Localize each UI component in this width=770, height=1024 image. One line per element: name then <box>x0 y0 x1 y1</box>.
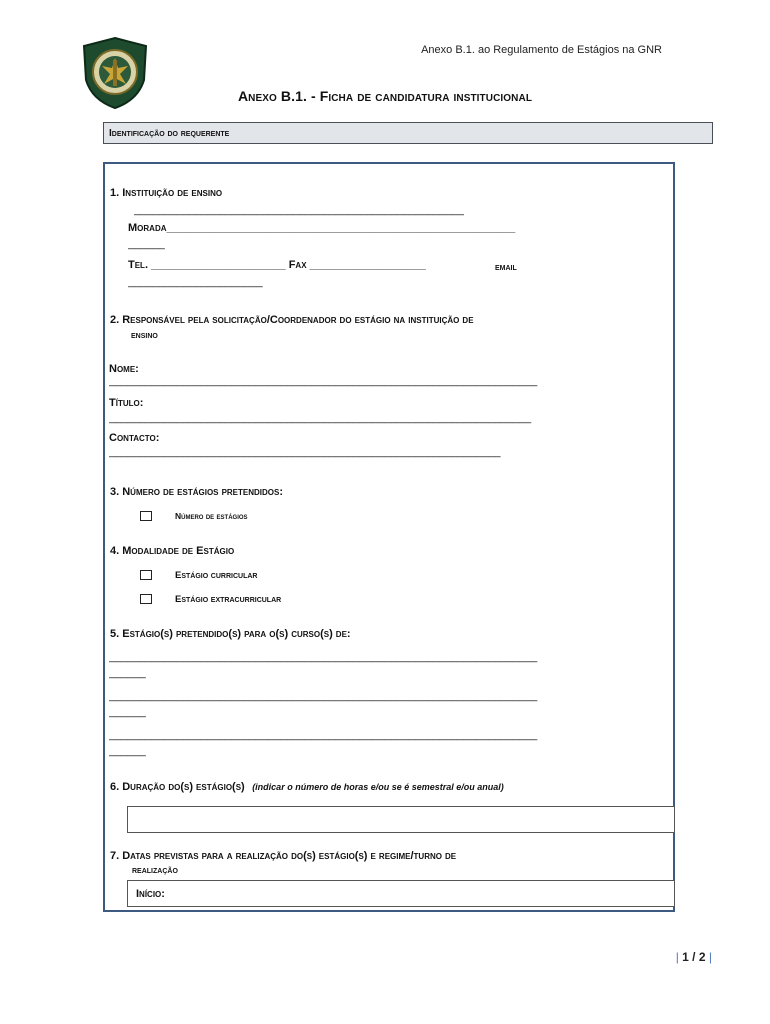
s5-line-3[interactable]: ______________________________________________________________________ <box>109 729 538 741</box>
s6-heading: 6. Duração do(s) estágio(s) <box>110 781 245 793</box>
s1-institution-line[interactable]: ______________________________________________________ <box>134 204 465 216</box>
s4-opt2-label: Estágio extracurricular <box>175 594 282 605</box>
s2-contacto-line[interactable]: ________________________________________________________________ <box>109 446 501 458</box>
s1-heading: 1. Instituição de ensino <box>110 187 223 199</box>
s2-titulo-line[interactable]: _____________________________________________________________________ <box>109 412 532 424</box>
s4-opt1-label: Estágio curricular <box>175 570 258 581</box>
s7-heading: 7. Datas previstas para a realização do(s) estágio(s) e regime/turno de <box>110 850 457 862</box>
checkbox-estagio-curricular[interactable] <box>140 570 152 580</box>
page-divider-left: | <box>675 950 679 964</box>
checkbox-estagio-extracurricular[interactable] <box>140 594 152 604</box>
page-divider-right: | <box>708 950 712 964</box>
form-box <box>103 162 675 912</box>
s6-heading-row <box>110 777 504 795</box>
s1-tel-fax-line[interactable]: Tel. ______________________ Fax ___________________ <box>128 259 426 271</box>
s5-line-2[interactable]: ______________________________________________________________________ <box>109 690 538 702</box>
section-header-label: Identificação do requerente <box>109 128 230 139</box>
s5-heading: 5. Estágio(s) pretendido(s) para o(s) curso(s) de: <box>110 628 351 640</box>
s7-heading-cont: realização <box>132 865 178 876</box>
s2-titulo-label: Título: <box>109 397 144 409</box>
s7-inicio-field[interactable] <box>127 880 675 907</box>
s2-heading-cont: ensino <box>131 330 158 341</box>
s1-email-label: email <box>495 262 517 273</box>
document-title: Anexo B.1. - Ficha de candidatura institucional <box>237 88 533 104</box>
s5-line-1[interactable]: ______________________________________________________________________ <box>109 651 538 663</box>
checkbox-numero-estagios[interactable] <box>140 511 152 521</box>
s1-morada-cont[interactable]: ______ <box>128 238 165 250</box>
s2-contacto-label: Contacto: <box>109 432 160 444</box>
s1-email-line[interactable]: ______________________ <box>128 276 263 288</box>
s7-inicio-label: Início: <box>136 888 165 900</box>
s4-heading: 4. Modalidade de Estágio <box>110 545 235 557</box>
section-header <box>103 122 713 144</box>
s6-hint: (indicar o número de horas e/ou se é semestral e/ou anual) <box>252 782 504 792</box>
header-note: Anexo B.1. ao Regulamento de Estágios na GNR <box>421 44 662 56</box>
s5-line-1-cont[interactable]: ______ <box>109 667 146 679</box>
s2-heading: 2. Responsável pela solicitação/Coordenador do estágio na instituição de <box>110 314 474 326</box>
s5-line-3-cont[interactable]: ______ <box>109 745 146 757</box>
s3-heading: 3. Número de estágios pretendidos: <box>110 486 284 498</box>
s6-duration-field[interactable] <box>127 806 675 833</box>
s5-line-2-cont[interactable]: ______ <box>109 706 146 718</box>
s3-opt1-label: Número de estágios <box>175 511 248 521</box>
s2-nome-label: Nome: <box>109 363 139 375</box>
page-number <box>676 950 712 964</box>
s2-nome-line[interactable]: ______________________________________________________________________ <box>109 375 538 387</box>
page-number-text: 1 / 2 <box>682 950 706 964</box>
s1-morada-line[interactable]: Morada_________________________________________________________ <box>128 222 516 234</box>
